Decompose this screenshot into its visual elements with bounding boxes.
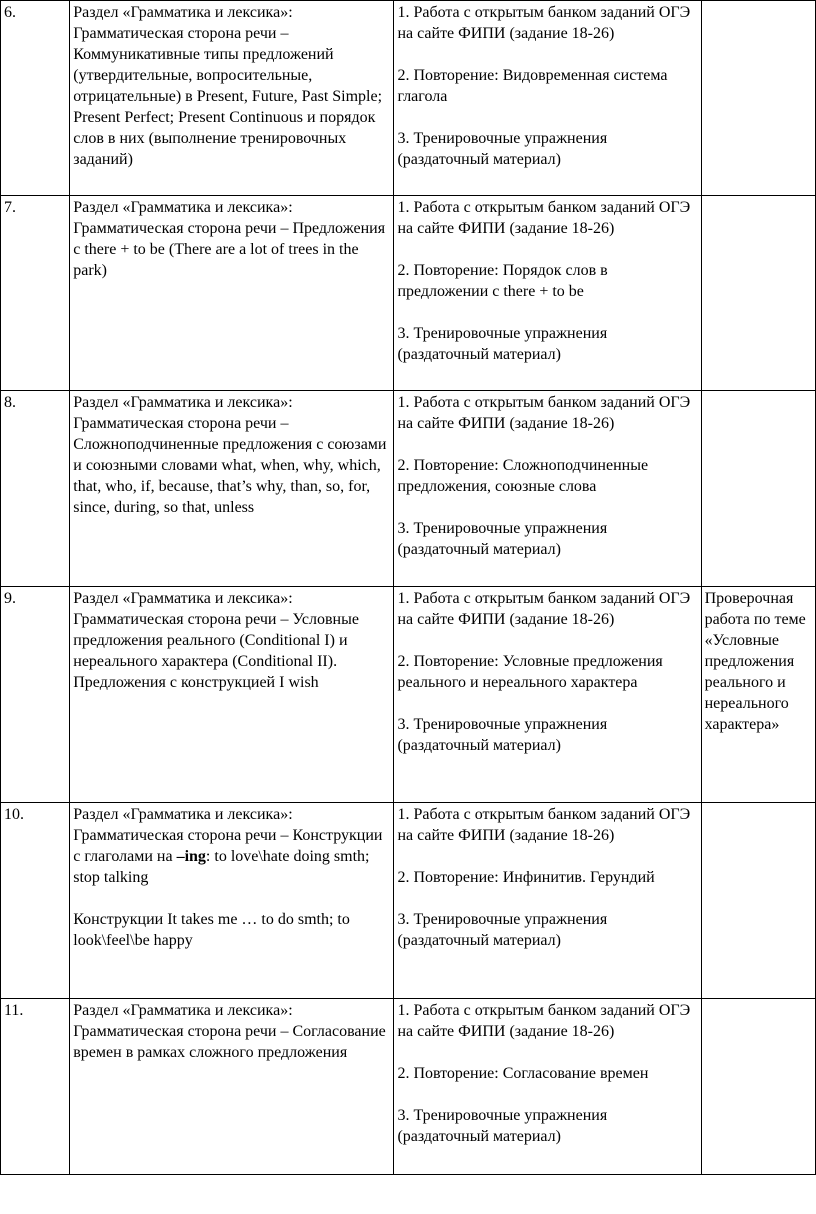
topic-text [73, 804, 391, 888]
topic-cell [70, 803, 394, 999]
form-item: 1. Работа с открытым банком заданий ОГЭ на сайте ФИПИ (задание 18-26) [397, 199, 691, 237]
topic-text: Раздел «Грамматика и лексика»: Грамматическая сторона речи – Согласование времен в рамках сложного предложения [73, 1002, 386, 1061]
row-number: 6. [1, 1, 70, 196]
table-row [1, 196, 816, 391]
form-item: 1. Работа с открытым банком заданий ОГЭ на сайте ФИПИ (задание 18-26) [397, 1002, 691, 1040]
form-item: 2. Повторение: Условные предложения реального и нереального характера [397, 653, 663, 691]
forms-cell [394, 999, 701, 1175]
forms-cell [394, 391, 701, 587]
form-item: 3. Тренировочные упражнения (раздаточный материал) [397, 325, 608, 363]
forms-cell [394, 1, 701, 196]
control-cell [701, 803, 815, 999]
row-number: 7. [1, 196, 70, 391]
control-cell [701, 196, 815, 391]
forms-cell [394, 803, 701, 999]
topic-text-extra: Конструкции It takes me … to do smth; to look\feel\be happy [73, 911, 350, 949]
topic-cell [70, 999, 394, 1175]
topic-text: Раздел «Грамматика и лексика»: Грамматическая сторона речи – Сложноподчиненные предложения с союзами и союзными словами what, when, why, which, that, who, if, because, that’s why, than, so, for, since, during, so that, unless [73, 394, 387, 516]
topic-cell [70, 1, 394, 196]
form-item: 3. Тренировочные упражнения (раздаточный материал) [397, 130, 608, 168]
table-row [1, 391, 816, 587]
topic-text: Раздел «Грамматика и лексика»: Грамматическая сторона речи – Условные предложения реального (Conditional I) и нереального характера (Conditional II). Предложения с конструкцией I wish [73, 590, 359, 691]
form-item: 2. Повторение: Инфинитив. Герундий [397, 869, 655, 886]
form-item: 2. Повторение: Согласование времен [397, 1065, 649, 1082]
row-number: 9. [1, 587, 70, 803]
form-item: 2. Повторение: Порядок слов в предложении с there + to be [397, 262, 608, 300]
table-row [1, 587, 816, 803]
topic-cell [70, 196, 394, 391]
topic-text: Раздел «Грамматика и лексика»: Грамматическая сторона речи – Коммуникативные типы предложений (утвердительные, вопросительные, отрицательные) в Present, Future, Past Simple; Present Perfect; Present Continuous и порядок слов в них (выполнение тренировочных заданий) [73, 4, 383, 168]
form-item: 1. Работа с открытым банком заданий ОГЭ на сайте ФИПИ (задание 18-26) [397, 590, 691, 628]
control-cell [701, 1, 815, 196]
form-item: 1. Работа с открытым банком заданий ОГЭ на сайте ФИПИ (задание 18-26) [397, 806, 691, 844]
form-item: 3. Тренировочные упражнения (раздаточный материал) [397, 1107, 608, 1145]
form-item: 3. Тренировочные упражнения (раздаточный материал) [397, 911, 608, 949]
row-number: 11. [1, 999, 70, 1175]
topic-text-rest: : to love\hate doing smth; stop talking [73, 848, 370, 886]
topic-text-intro: Раздел «Грамматика и лексика»: Грамматическая сторона речи – Конструкции с глаголами на [73, 806, 383, 865]
forms-cell [394, 196, 701, 391]
topic-cell [70, 587, 394, 803]
control-cell [701, 391, 815, 587]
table-row [1, 999, 816, 1175]
row-number: 10. [1, 803, 70, 999]
form-item: 3. Тренировочные упражнения (раздаточный материал) [397, 716, 608, 754]
form-item: 2. Повторение: Сложноподчиненные предложения, союзные слова [397, 457, 649, 495]
form-item: 3. Тренировочные упражнения (раздаточный материал) [397, 520, 608, 558]
control-cell: Проверочная работа по теме «Условные предложения реального и нереального характера» [701, 587, 815, 803]
table-row [1, 803, 816, 999]
form-item: 1. Работа с открытым банком заданий ОГЭ на сайте ФИПИ (задание 18-26) [397, 394, 691, 432]
topic-cell [70, 391, 394, 587]
table-row [1, 1, 816, 196]
topic-text-bold: –ing [176, 848, 206, 865]
control-cell [701, 999, 815, 1175]
forms-cell [394, 587, 701, 803]
form-item: 1. Работа с открытым банком заданий ОГЭ на сайте ФИПИ (задание 18-26) [397, 4, 691, 42]
topic-text: Раздел «Грамматика и лексика»: Грамматическая сторона речи – Предложения с there + to be (There are a lot of trees in the park) [73, 199, 386, 279]
row-number: 8. [1, 391, 70, 587]
form-item: 2. Повторение: Видовременная система глагола [397, 67, 668, 105]
